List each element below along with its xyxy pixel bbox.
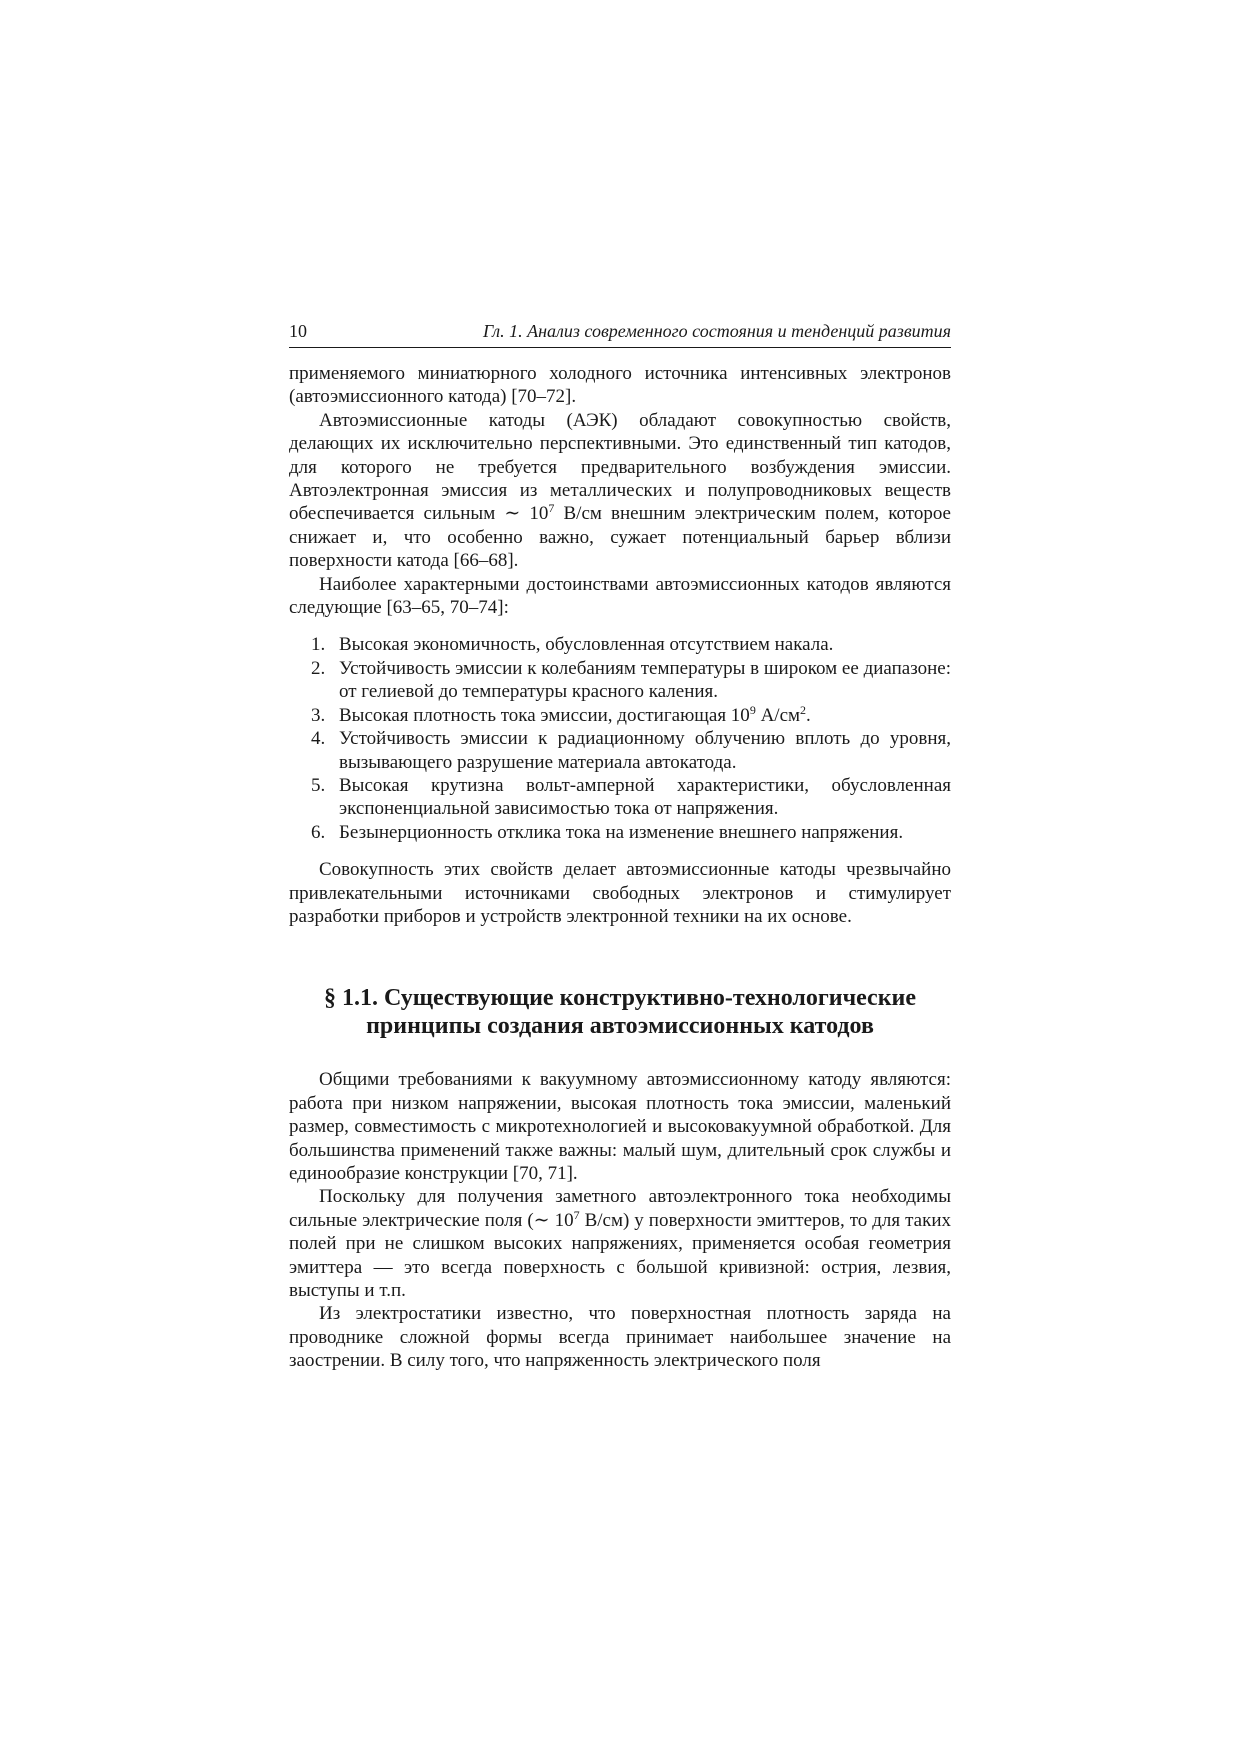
list-item-number: 2. — [311, 657, 326, 679]
list-item-text-a: Высокая плотность тока эмиссии, достигающая 10 — [339, 704, 750, 726]
list-item-text: Высокая экономичность, обусловленная отсутствием накала. — [339, 634, 834, 656]
running-title: Гл. 1. Анализ современного состояния и тенденций развития — [483, 321, 951, 341]
page-number: 10 — [289, 321, 307, 341]
running-header — [289, 318, 951, 348]
list-item-number: 6. — [311, 821, 326, 843]
book-page — [289, 318, 951, 1373]
field-text-part1: Поскольку для получения заметного автоэлектронного тока необходимы сильные электрические поля (∼ 10 — [289, 1186, 951, 1231]
list-item-number: 3. — [311, 704, 326, 726]
field-strength-paragraph — [289, 1185, 951, 1302]
aek-properties-paragraph — [289, 409, 951, 573]
electrostatics-paragraph: Из электростатики известно, что поверхностная плотность заряда на проводнике сложной формы всегда принимает наибольшее значение на заострении. В силу того, что напряженность электрического поля — [289, 1303, 951, 1372]
list-item — [289, 633, 951, 656]
list-item-exponent-a: 9 — [749, 702, 756, 717]
aek-text-part2: В/см внешним электрическим полем, которое снижает и, что особенно важно, сужает потенциальный барьер вблизи поверхности катода [66–68]. — [289, 503, 951, 572]
requirements-paragraph: Общими требованиями к вакуумному автоэмиссионному катоду являются: работа при низком напряжении, высокая плотность тока эмиссии, маленький размер, совместимость с микротехнологией и высоковакуумной обработкой. Для большинства применений также важны: малый шум, длительный срок службы и единообразие конструкции [70, 71]. — [289, 1069, 951, 1184]
list-item — [289, 704, 951, 727]
list-item-text: Безынерционность отклика тока на изменение внешнего напряжения. — [339, 821, 904, 843]
list-item-number: 5. — [311, 774, 326, 796]
section-heading — [289, 984, 951, 1040]
list-item-exponent-b: 2 — [800, 702, 807, 717]
list-item — [289, 821, 951, 844]
section-heading-line-2: принципы создания автоэмиссионных катодов — [366, 1013, 874, 1040]
section-heading-line-1: § 1.1. Существующие конструктивно-технологические — [323, 985, 917, 1012]
list-item-number: 1. — [311, 634, 326, 656]
continuation-paragraph: применяемого миниатюрного холодного источника интенсивных электронов (автоэмиссионного катода) [70–72]. — [289, 363, 951, 408]
list-item-text: Высокая крутизна вольт-амперной характеристики, обусловленная экспоненциальной зависимостью тока от напряжения. — [339, 774, 951, 820]
list-item-text: Устойчивость эмиссии к колебаниям температуры в широком ее диапазоне: от гелиевой до температуры красного каления. — [339, 657, 951, 703]
aek-exponent: 7 — [548, 501, 555, 516]
list-item-text-b: А/см — [755, 704, 801, 726]
list-item-number: 4. — [311, 728, 326, 750]
list-item-text: Устойчивость эмиссии к радиационному облучению вплоть до уровня, вызывающего разрушение материала автокатода. — [339, 728, 951, 773]
advantages-intro-paragraph: Наиболее характерными достоинствами автоэмиссионных катодов являются следующие [63–65, 70–74]: — [289, 573, 951, 619]
advantages-list — [289, 633, 951, 844]
aek-text-part1: Автоэмиссионные катоды (АЭК) обладают совокупностью свойств, делающих их исключительно перспективными. Это единственный тип катодов, для которого не требуется предварительного возбуждения эмиссии. Автоэлектронная эмиссия из металлических и полупроводниковых веществ обеспечивается сильным ∼ 10 — [289, 409, 951, 525]
list-item — [289, 774, 951, 821]
field-text-part2: В/см) у поверхности эмиттеров, то для таких полей при не слишком высоких напряжениях, применяется особая геометрия эмиттера — это всегда поверхность с большой кривизной: острия, лезвия, выступы и т.п. — [289, 1209, 951, 1301]
field-exponent: 7 — [573, 1207, 580, 1222]
list-item — [289, 657, 951, 704]
list-item — [289, 727, 951, 774]
summary-paragraph: Совокупность этих свойств делает автоэмиссионные катоды чрезвычайно привлекательными источниками свободных электронов и стимулирует разработки приборов и устройств электронной техники на их основе. — [289, 859, 951, 927]
list-item-text-c: . — [806, 704, 811, 726]
